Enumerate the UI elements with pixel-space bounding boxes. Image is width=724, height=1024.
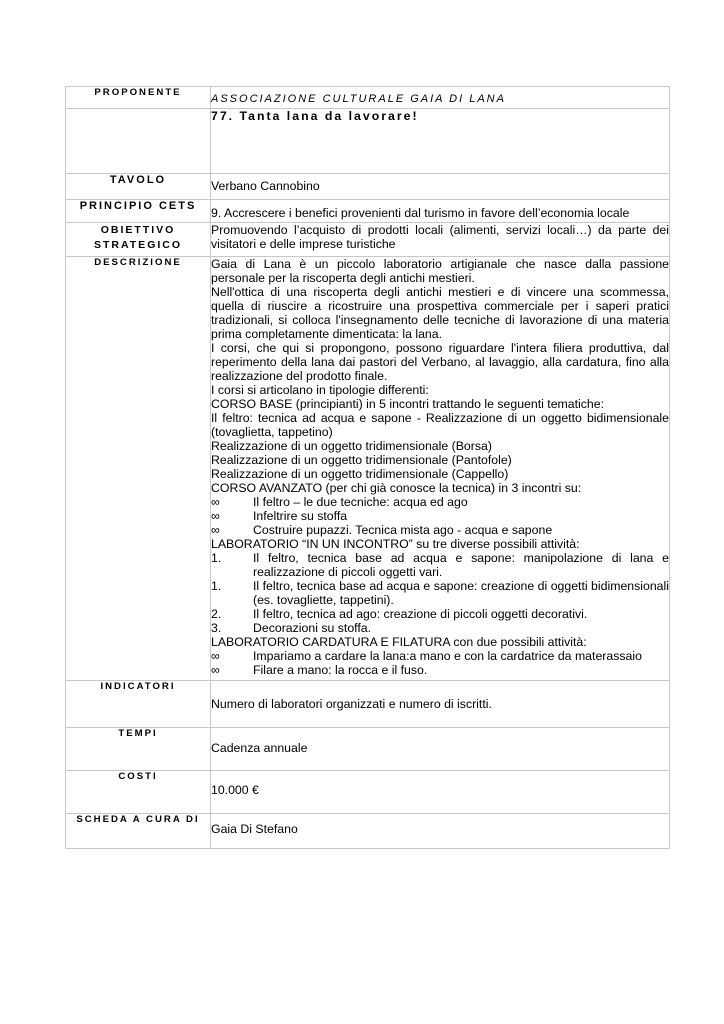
number-bullet: 3.: [211, 621, 222, 635]
list-item-text: Il feltro, tecnica ad ago: creazione di piccoli oggetti decorativi.: [253, 607, 588, 621]
list-item-text: Il feltro, tecnica base ad acqua e sapone: manipolazione di lana e realizzazione di piccoli oggetti vari.: [253, 551, 669, 579]
desc-paragraph: LABORATORIO “IN UN INCONTRO” su tre diverse possibili attività:: [211, 537, 580, 551]
desc-paragraph: Nell'ottica di una riscoperta degli antichi mestieri e di vincere una scommessa, quella di riuscire a ricostruire una prospettiva commerciale per i saperi pratici tradizionali, si colloca l'insegnamento delle tecniche di lavorazione di una materia prima completamente dimenticata: la lana.: [211, 285, 669, 341]
number-bullet: 2.: [211, 607, 222, 621]
list-item: [211, 509, 669, 523]
desc-paragraph: Realizzazione di un oggetto tridimensionale (Cappello): [211, 467, 509, 481]
row-scheda: [66, 814, 670, 849]
list-item: [211, 649, 669, 663]
indicatori-label: INDICATORI: [66, 681, 211, 728]
costi-label: COSTI: [66, 771, 211, 814]
project-title: 77. Tanta lana da lavorare!: [211, 109, 670, 174]
proponente-label: PROPONENTE: [66, 87, 211, 109]
infinity-bullet: ∞: [211, 649, 220, 663]
obiettivo-label-line1: OBIETTIVO: [100, 224, 176, 236]
desc-paragraph: I corsi si articolano in tipologie differenti:: [211, 383, 429, 397]
scheda-value: Gaia Di Stefano: [211, 814, 670, 849]
list-item: [211, 621, 669, 635]
list-item: [211, 663, 669, 677]
desc-paragraph: Realizzazione di un oggetto tridimensionale (Borsa): [211, 439, 492, 453]
obiettivo-label-line2: STRATEGICO: [93, 239, 183, 251]
list-item: [211, 579, 669, 607]
list-item: [211, 523, 669, 537]
tavolo-label: TAVOLO: [66, 174, 211, 200]
row-proponente: [66, 87, 670, 109]
principio-label: PRINCIPIO CETS: [66, 200, 211, 223]
infinity-bullet: ∞: [211, 495, 220, 509]
row-title: [66, 109, 670, 174]
principio-value: 9. Accrescere i benefici provenienti dal turismo in favore dell’economia locale: [211, 200, 670, 223]
obiettivo-value: Promuovendo l’acquisto di prodotti locali (alimenti, servizi locali…) da parte dei visitatori e delle imprese turistiche: [211, 223, 670, 257]
list-item-text: Infeltrire su stoffa: [253, 509, 348, 523]
obiettivo-label: [66, 223, 211, 257]
descrizione-value: [211, 257, 670, 681]
title-blank-cell: [66, 109, 211, 174]
row-principio: [66, 200, 670, 223]
tempi-label: TEMPI: [66, 728, 211, 771]
desc-paragraph: CORSO AVANZATO (per chi già conosce la tecnica) in 3 incontri su:: [211, 481, 582, 495]
row-costi: [66, 771, 670, 814]
number-bullet: 1.: [211, 551, 222, 565]
list-item-text: Il feltro – le due tecniche: acqua ed ago: [253, 495, 468, 509]
descrizione-label: DESCRIZIONE: [66, 257, 211, 681]
list-item: [211, 551, 669, 579]
infinity-bullet: ∞: [211, 509, 220, 523]
list-item-text: Impariamo a cardare la lana:a mano e con la cardatrice da materassaio: [253, 649, 642, 663]
list-item-text: Filare a mano: la rocca e il fuso.: [253, 663, 428, 677]
desc-paragraph: Realizzazione di un oggetto tridimensionale (Pantofole): [211, 453, 512, 467]
infinity-bullet: ∞: [211, 663, 220, 677]
project-sheet-table: [65, 86, 670, 849]
desc-paragraph: Gaia di Lana è un piccolo laboratorio artigianale che nasce dalla passione personale per la riscoperta degli antichi mestieri.: [211, 257, 669, 285]
desc-paragraph: CORSO BASE (principianti) in 5 incontri trattando le seguenti tematiche:: [211, 397, 605, 411]
indicatori-value: Numero di laboratori organizzati e numero di iscritti.: [211, 681, 670, 728]
proponente-value: [211, 87, 670, 109]
list-item: [211, 607, 669, 621]
scheda-label: SCHEDA A CURA DI: [66, 814, 211, 849]
infinity-bullet: ∞: [211, 523, 220, 537]
tavolo-value: Verbano Cannobino: [211, 174, 670, 200]
row-obiettivo: [66, 223, 670, 257]
row-tavolo: [66, 174, 670, 200]
costi-value: 10.000 €: [211, 771, 670, 814]
row-indicatori: [66, 681, 670, 728]
list-item-text: Costruire pupazzi. Tecnica mista ago - acqua e sapone: [253, 523, 553, 537]
tempi-value: Cadenza annuale: [211, 728, 670, 771]
desc-paragraph: Il feltro: tecnica ad acqua e sapone - Realizzazione di un oggetto bidimensionale (tovaglietta, tappetino): [211, 411, 669, 439]
number-bullet: 1.: [211, 579, 222, 593]
desc-paragraph: LABORATORIO CARDATURA E FILATURA con due possibili attività:: [211, 635, 587, 649]
list-item-text: Il feltro, tecnica base ad acqua e sapone: creazione di oggetti bidimensionali (es. tovagliette, tappetini).: [253, 579, 669, 607]
desc-paragraph: I corsi, che qui si propongono, possono riguardare l'intera filiera produttiva, dal reperimento della lana dai pastori del Verbano, al lavaggio, alla cardatura, fino alla realizzazione del prodotto finale.: [211, 341, 669, 383]
proponente-name: ASSOCIAZIONE CULTURALE GAIA DI LANA: [211, 93, 506, 105]
list-item: [211, 495, 669, 509]
row-descrizione: [66, 257, 670, 681]
list-item-text: Decorazioni su stoffa.: [253, 621, 372, 635]
row-tempi: [66, 728, 670, 771]
